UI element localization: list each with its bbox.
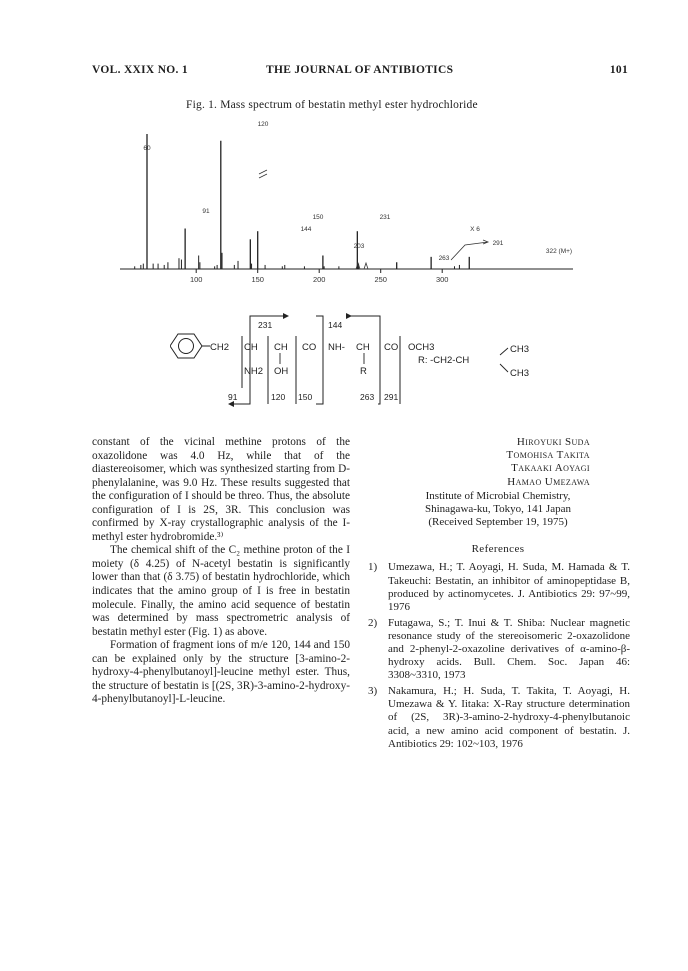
spectrum-peaks (135, 134, 470, 269)
ch-hydroxy: CH (274, 342, 288, 353)
methyl-lower: CH3 (510, 368, 530, 379)
ch-leucine: CH (356, 342, 370, 353)
fragment-144: 144 (328, 320, 343, 330)
reference-text: Umezawa, H.; T. Aoyagi, H. Suda, M. Hamada & T. Takeuchi: Bestatin, an inhibitor of aminopeptidase B, produced by actinomycetes. J. Antibiotics 29: 97~99, 1976 (388, 561, 630, 613)
x-tick-label-200: 200 (312, 275, 326, 282)
x-tick-label-150: 150 (251, 275, 264, 282)
fragment-231: 231 (258, 320, 273, 330)
peak-label-203: 203 (353, 243, 365, 250)
volume-number: VOL. XXIX NO. 1 (92, 64, 188, 76)
peak-label-231: 231 (379, 214, 391, 221)
reference-item (366, 685, 630, 750)
r-definition: R: -CH2-CH (418, 355, 470, 366)
ch-amine: CH (244, 342, 258, 353)
break-marks (259, 170, 488, 269)
author: Takaaki Aoyagi (511, 462, 590, 475)
author: Tomohisa Takita (506, 449, 590, 462)
author: Hamao Umezawa (507, 475, 590, 488)
mass-spectrum-chart (118, 110, 588, 282)
received-date: (Received September 19, 1975) (428, 516, 568, 529)
running-header (92, 64, 628, 82)
peak-label-263: 263 (438, 255, 450, 262)
r-group: R (360, 366, 367, 377)
body-text-right (366, 436, 630, 754)
paragraph-2: The chemical shift of the C₂ methine proton of the I moiety (δ 4.25) of N-acetyl bestatin is significantly lower than that (δ 3.75) of bestatin hydrochloride, which indicates that the amino group of I is free in bestatin molecule. Finally, the amino acid sequence of bestatin was determined by mass spectrometric analysis of bestatin methyl ester (Fig. 1) as above. (92, 544, 350, 638)
magnification-label: X 6 (470, 226, 480, 233)
reference-item (366, 561, 630, 613)
author: Hiroyuki Suda (516, 436, 590, 448)
paragraph-1: constant of the vicinal methine protons of the oxazolidone was 4.0 Hz, while that of the diastereoisomer, which was synthesized starting from D-phenylalanine, was 9.0 Hz. These results suggested that the configuration of I should be threo. Thus, the absolute configuration of I is 2S, 3R. This conclusion was confirmed by X-ray crystallographic analysis of the I-methyl ester hydrobromide.³⁾ (92, 436, 350, 543)
x-tick-label-250: 250 (374, 275, 387, 282)
x-tick-label-100: 100 (189, 275, 203, 282)
x-axis-ticks (190, 269, 449, 282)
peak-label-molecular-ion: 322 (M+) (545, 248, 573, 255)
peak-label-120: 120 (257, 121, 269, 128)
peak-label-150: 150 (312, 214, 324, 221)
reference-number: 3) (368, 685, 378, 698)
amine-group: NH2 (244, 366, 264, 377)
phenyl-ring-icon (170, 334, 210, 358)
affiliation-line: Institute of Microbial Chemistry, (425, 489, 571, 502)
reference-number: 2) (368, 616, 378, 629)
reference-number: 1) (368, 561, 378, 574)
fragment-120: 120 (271, 392, 286, 402)
body-text-left (92, 436, 350, 707)
peak-label-91: 91 (202, 208, 210, 215)
page-number: 101 (609, 64, 628, 76)
figure-caption: Fig. 1. Mass spectrum of bestatin methyl ester hydrochloride (186, 99, 478, 111)
reference-text: Futagawa, S.; T. Inui & T. Shiba: Nuclear magnetic resonance study of the stereoisomeric 2-oxazolidone and 2-phenyl-2-oxazoline derivatives of α-amino-β-hydroxy acids. Bull. Chem. Soc. Japan 46: 3308~3310, 1973 (388, 616, 630, 682)
author-list (366, 436, 590, 489)
bestatin-ester-structure (170, 308, 550, 424)
fragment-150: 150 (298, 392, 313, 402)
hydroxyl-group: OH (274, 366, 289, 377)
journal-title: THE JOURNAL OF ANTIBIOTICS (266, 64, 454, 76)
affiliation (366, 490, 630, 530)
references-heading: References (471, 543, 525, 556)
carbonyl-2: CO (384, 342, 399, 353)
fragment-263: 263 (360, 392, 375, 402)
ester-group: OCH3 (408, 342, 435, 353)
reference-text: Nakamura, H.; H. Suda, T. Takita, T. Aoyagi, H. Umezawa & Y. Iitaka: X-Ray structure determination of (2S, 3R)-3-amino-2-hydroxy-4-phenylbutanoic acid, a new amino acid component of bestatin. J. Antibiotics 29: 102~103, 1976 (388, 685, 630, 750)
carbonyl-1: CO (302, 342, 317, 353)
nh-group: NH- (328, 342, 345, 353)
fragment-91: 91 (228, 392, 238, 402)
peak-label-291: 291 (492, 240, 504, 247)
fragment-291: 291 (384, 392, 399, 402)
ch2-group: CH2 (210, 342, 230, 353)
affiliation-line: Shinagawa-ku, Tokyo, 141 Japan (425, 503, 571, 516)
peak-label-60: 60 (143, 145, 151, 152)
peak-label-144: 144 (300, 226, 312, 233)
reference-list (366, 561, 630, 750)
methyl-upper: CH3 (510, 344, 530, 355)
reference-item (366, 617, 630, 682)
x-tick-label-300: 300 (435, 275, 449, 282)
paragraph-3: Formation of fragment ions of m/e 120, 144 and 150 can be explained only by the structure [3-amino-2-hydroxy-4-phenylbutanoyl]-leucine methyl ester. Thus, the structure of bestatin is [(2S, 3R)-3-amino-2-hydroxy-4-phenylbutanoyl]-L-leucine. (92, 639, 350, 706)
